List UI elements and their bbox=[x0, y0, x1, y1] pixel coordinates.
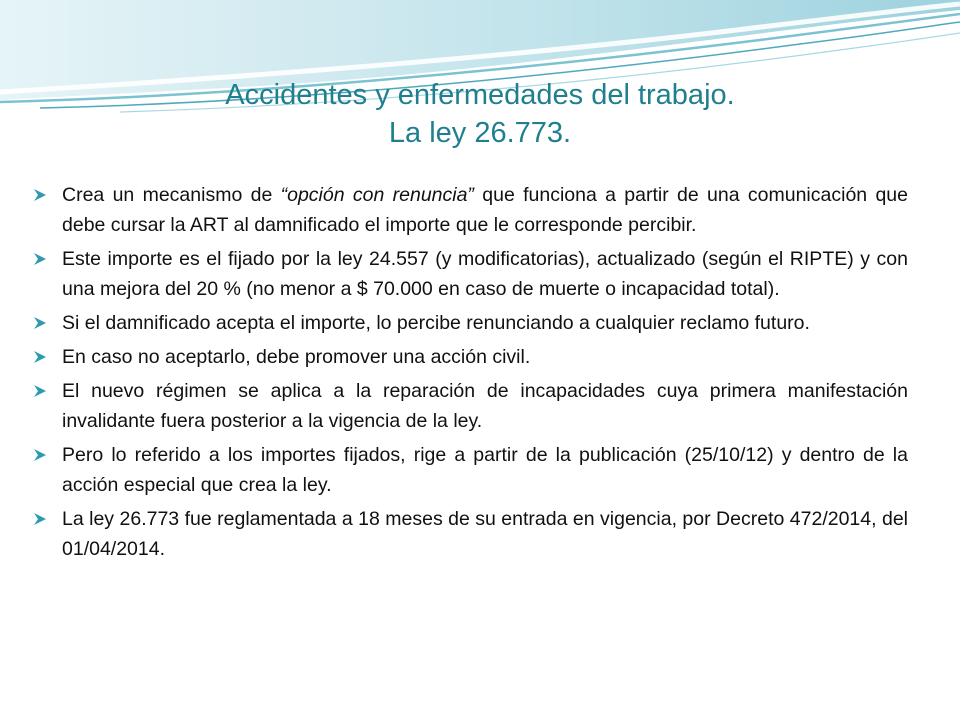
bullet-text: Crea un mecanismo de bbox=[62, 184, 281, 206]
bullet-item bbox=[32, 342, 908, 372]
bullet-item bbox=[32, 180, 908, 240]
bullet-item bbox=[32, 504, 908, 564]
slide-title bbox=[0, 76, 960, 152]
bullet-item bbox=[32, 376, 908, 436]
title-line-2: La ley 26.773. bbox=[388, 117, 572, 149]
bullet-text: El nuevo régimen se aplica a la reparación de incapacidades cuya primera manifestación invalidante fuera posterior a la vigencia de la ley. bbox=[62, 380, 908, 432]
bullet-emphasis: “opción con renuncia” bbox=[280, 184, 474, 206]
arrow-bullet-icon bbox=[32, 383, 48, 399]
bullet-text: La ley 26.773 fue reglamentada a 18 meses de su entrada en vigencia, por Decreto 472/2014, del 01/04/2014. bbox=[62, 508, 908, 560]
arrow-bullet-icon bbox=[32, 187, 48, 203]
arrow-bullet-icon bbox=[32, 447, 48, 463]
arrow-bullet-icon bbox=[32, 315, 48, 331]
bullet-item bbox=[32, 440, 908, 500]
arrow-bullet-icon bbox=[32, 251, 48, 267]
bullet-text: Si el damnificado acepta el importe, lo percibe renunciando a cualquier reclamo futuro. bbox=[62, 312, 810, 334]
bullet-text: que funciona a partir de una comunicación que debe cursar la ART al damnificado el importe que le corresponde percibir. bbox=[62, 184, 908, 236]
bullet-text: Pero lo referido a los importes fijados, rige a partir de la publicación (25/10/12) y dentro de la acción especial que crea la ley. bbox=[62, 444, 908, 496]
bullet-item bbox=[32, 308, 908, 338]
bullet-item bbox=[32, 244, 908, 304]
title-line-1: Accidentes y enfermedades del trabajo. bbox=[225, 79, 735, 111]
bullet-text: Este importe es el fijado por la ley 24.557 (y modificatorias), actualizado (según el RIPTE) y con una mejora del 20 % (no menor a $ 70.000 en caso de muerte o incapacidad total). bbox=[62, 248, 908, 300]
bullet-text: En caso no aceptarlo, debe promover una acción civil. bbox=[62, 346, 531, 368]
bullet-list bbox=[32, 180, 908, 568]
arrow-bullet-icon bbox=[32, 349, 48, 365]
arrow-bullet-icon bbox=[32, 511, 48, 527]
